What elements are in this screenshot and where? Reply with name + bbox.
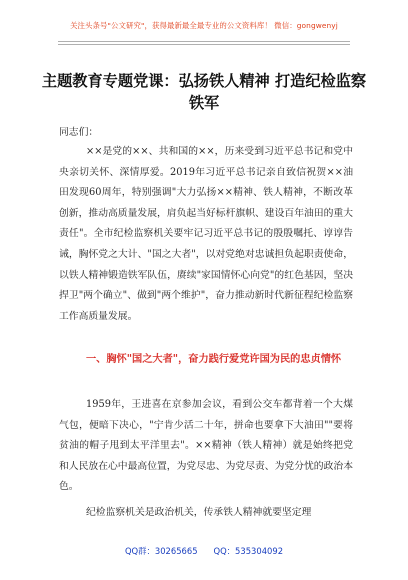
footer-contact: QQ群：30265665 QQ：535304092: [124, 546, 284, 556]
body-paragraph-1: ××是党的××、共和国的××，历来受到习近平总书记和党中央亲切关怀、深情厚爱。2019年习近平总书记亲自致信祝贺××油田发现60周年，特别强调"大力弘扬××精神、铁人精神，不断改革创新，推动高质量发展，肩负起当好标杆旗帜、建设百年油田的重大责任"。全市纪检监察机关要牢记习近平总书记的殷殷嘱托、谆谆告诫，胸怀党之大计、"国之大者"，以对党绝对忠诚担负起职责使命，以铁人精神锻造铁军队伍，赓续"家国情怀心向党"的红色基因，坚决捍卫"两个确立"、做到"两个维护"，奋力推动新时代新征程纪检监察工作高质量发展。: [59, 146, 353, 322]
section-heading-1: 一、胸怀"国之大者"，奋力践行爱党许国为民的忠贞情怀: [86, 354, 342, 365]
header-divider-secondary: [58, 44, 350, 45]
header-divider: [58, 41, 350, 42]
salutation: 同志们：: [59, 127, 99, 138]
body-paragraph-2: 1959年，王进喜在京参加会议，看到公交车都背着一个大煤气包，便暗下决心，"宁肯少活二十年，拼命也要拿下大油田""要将贫油的帽子甩到太平洋里去"。××精神（铁人精神）就是始终把党和人民放在心中最高位置，为党尽忠、为党尽责、为党分忧的政治本色。: [59, 399, 353, 493]
header-promo-banner: 关注头条号"公文研究"，获得最新最全最专业的公文资料库！ 微信：gongwenyj: [70, 21, 338, 30]
body-paragraph-3: 纪检监察机关是政治机关，传承铁人精神就要坚定理: [86, 507, 312, 518]
document-title: 主题教育专题党课：弘扬铁人精神 打造纪检监察铁军: [41, 72, 367, 112]
